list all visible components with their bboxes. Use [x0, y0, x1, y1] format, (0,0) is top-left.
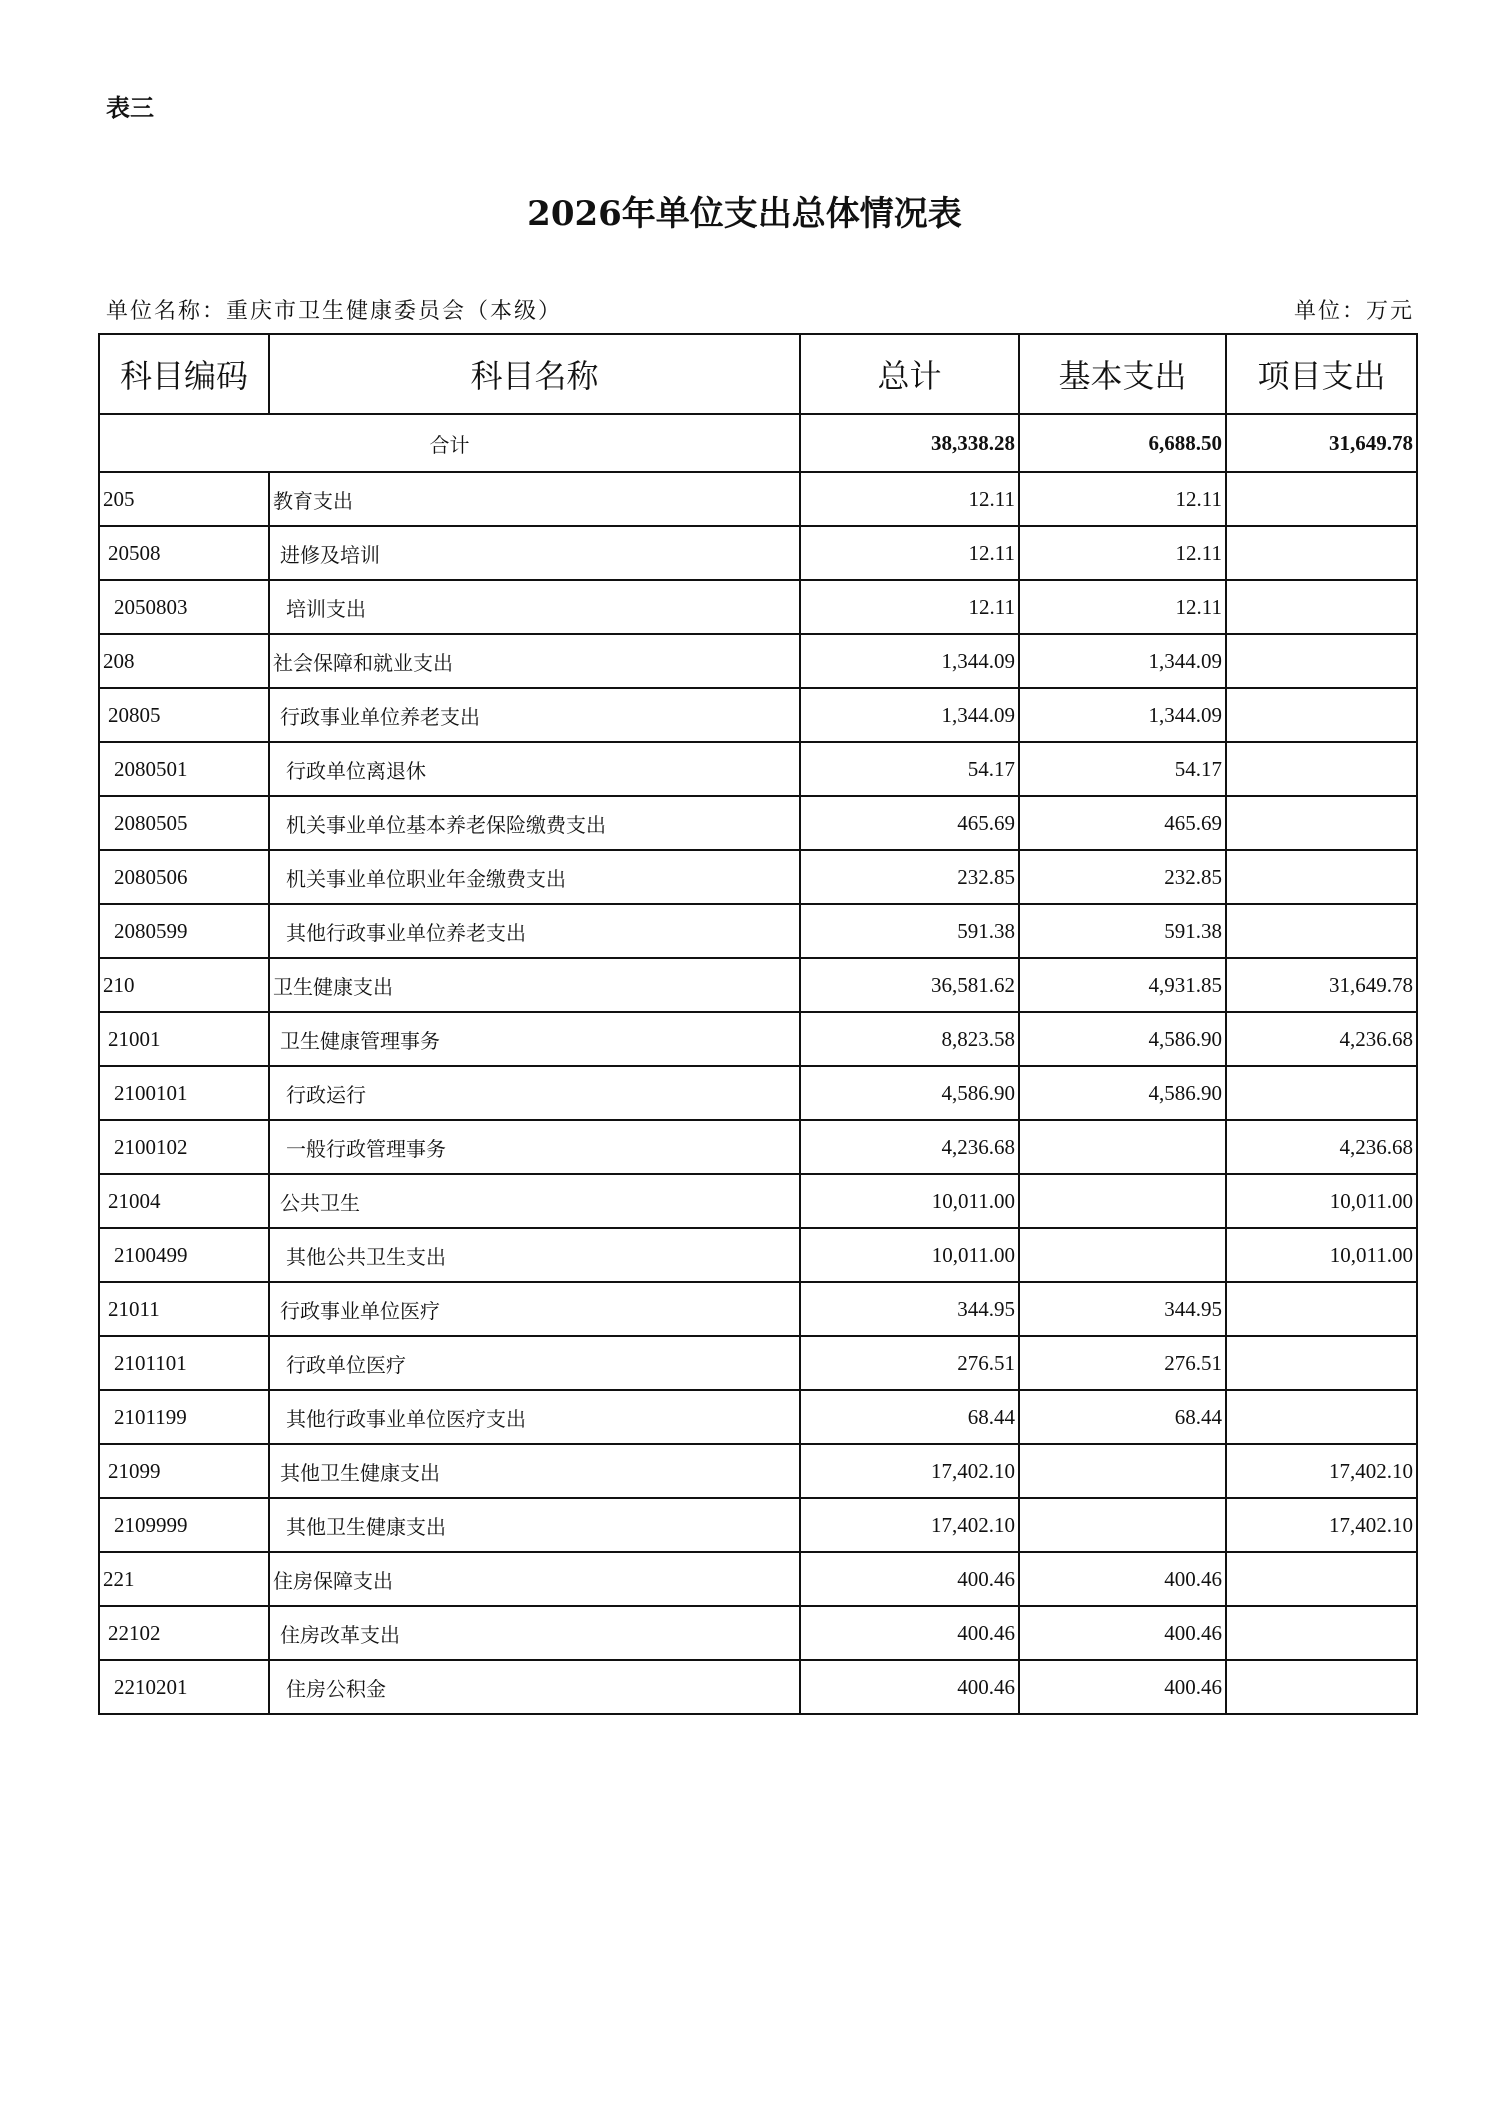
row-code: 208: [99, 634, 269, 688]
row-name: 其他行政事业单位医疗支出: [269, 1390, 800, 1444]
table-row: [99, 850, 1417, 904]
row-basic: 12.11: [1019, 580, 1226, 634]
row-project: [1226, 1606, 1417, 1660]
row-code: 20508: [99, 526, 269, 580]
row-basic: 591.38: [1019, 904, 1226, 958]
row-code: 205: [99, 472, 269, 526]
row-name: 教育支出: [269, 472, 800, 526]
table-row: [99, 958, 1417, 1012]
row-basic: [1019, 1120, 1226, 1174]
row-name: 培训支出: [269, 580, 800, 634]
row-project: [1226, 850, 1417, 904]
row-name: 卫生健康管理事务: [269, 1012, 800, 1066]
row-project: 4,236.68: [1226, 1012, 1417, 1066]
total-row: [99, 414, 1417, 472]
row-total: 400.46: [800, 1606, 1019, 1660]
row-name: 机关事业单位职业年金缴费支出: [269, 850, 800, 904]
row-code: 2109999: [99, 1498, 269, 1552]
row-basic: 1,344.09: [1019, 634, 1226, 688]
row-total: 4,236.68: [800, 1120, 1019, 1174]
table-row: [99, 1498, 1417, 1552]
table-row: [99, 1552, 1417, 1606]
row-project: [1226, 688, 1417, 742]
row-code: 2100499: [99, 1228, 269, 1282]
row-total: 232.85: [800, 850, 1019, 904]
row-basic: 400.46: [1019, 1552, 1226, 1606]
row-total: 465.69: [800, 796, 1019, 850]
table-row: [99, 1120, 1417, 1174]
row-basic: 276.51: [1019, 1336, 1226, 1390]
row-basic: 12.11: [1019, 472, 1226, 526]
total-project: 31,649.78: [1226, 414, 1417, 472]
table-row: [99, 1066, 1417, 1120]
table-row: [99, 1660, 1417, 1714]
table-row: [99, 904, 1417, 958]
row-total: 68.44: [800, 1390, 1019, 1444]
row-total: 10,011.00: [800, 1174, 1019, 1228]
row-total: 54.17: [800, 742, 1019, 796]
row-code: 2080506: [99, 850, 269, 904]
row-code: 2050803: [99, 580, 269, 634]
table-row: [99, 1336, 1417, 1390]
row-total: 12.11: [800, 580, 1019, 634]
row-project: 17,402.10: [1226, 1444, 1417, 1498]
row-basic: 4,586.90: [1019, 1012, 1226, 1066]
expenditure-table: [98, 333, 1418, 1715]
row-total: 276.51: [800, 1336, 1019, 1390]
row-name: 行政单位离退休: [269, 742, 800, 796]
row-total: 591.38: [800, 904, 1019, 958]
row-project: [1226, 1282, 1417, 1336]
table-row: [99, 742, 1417, 796]
row-project: [1226, 1552, 1417, 1606]
row-project: [1226, 1066, 1417, 1120]
row-code: 2080501: [99, 742, 269, 796]
row-project: [1226, 526, 1417, 580]
row-code: 2101199: [99, 1390, 269, 1444]
row-code: 20805: [99, 688, 269, 742]
row-name: 其他卫生健康支出: [269, 1498, 800, 1552]
row-name: 卫生健康支出: [269, 958, 800, 1012]
row-name: 行政单位医疗: [269, 1336, 800, 1390]
row-code: 2101101: [99, 1336, 269, 1390]
row-total: 17,402.10: [800, 1498, 1019, 1552]
table-number-label: 表三: [106, 94, 154, 122]
table-row: [99, 796, 1417, 850]
table-row: [99, 1174, 1417, 1228]
row-basic: 344.95: [1019, 1282, 1226, 1336]
row-total: 1,344.09: [800, 688, 1019, 742]
row-total: 344.95: [800, 1282, 1019, 1336]
table-row: [99, 1012, 1417, 1066]
header-project: 项目支出: [1226, 334, 1417, 414]
row-project: [1226, 580, 1417, 634]
table-row: [99, 1390, 1417, 1444]
row-total: 12.11: [800, 526, 1019, 580]
row-basic: 4,586.90: [1019, 1066, 1226, 1120]
row-total: 400.46: [800, 1552, 1019, 1606]
table-row: [99, 1606, 1417, 1660]
row-name: 机关事业单位基本养老保险缴费支出: [269, 796, 800, 850]
total-basic: 6,688.50: [1019, 414, 1226, 472]
row-name: 其他公共卫生支出: [269, 1228, 800, 1282]
header-code: 科目编码: [99, 334, 269, 414]
table-row: [99, 1228, 1417, 1282]
table-row: [99, 1282, 1417, 1336]
row-name: 一般行政管理事务: [269, 1120, 800, 1174]
row-project: [1226, 472, 1417, 526]
row-basic: 12.11: [1019, 526, 1226, 580]
row-name: 其他卫生健康支出: [269, 1444, 800, 1498]
row-name: 行政事业单位医疗: [269, 1282, 800, 1336]
table-row: [99, 580, 1417, 634]
row-project: [1226, 1336, 1417, 1390]
row-project: [1226, 1390, 1417, 1444]
row-project: [1226, 904, 1417, 958]
row-name: 行政运行: [269, 1066, 800, 1120]
row-project: 31,649.78: [1226, 958, 1417, 1012]
row-total: 400.46: [800, 1660, 1019, 1714]
page-title: 2026年单位支出总体情况表: [527, 194, 962, 234]
row-total: 17,402.10: [800, 1444, 1019, 1498]
table-row: [99, 526, 1417, 580]
row-basic: 54.17: [1019, 742, 1226, 796]
row-total: 4,586.90: [800, 1066, 1019, 1120]
row-basic: [1019, 1444, 1226, 1498]
header-total: 总计: [800, 334, 1019, 414]
row-basic: 465.69: [1019, 796, 1226, 850]
row-code: 221: [99, 1552, 269, 1606]
row-project: [1226, 634, 1417, 688]
header-row: [99, 334, 1417, 414]
row-code: 22102: [99, 1606, 269, 1660]
row-basic: 68.44: [1019, 1390, 1226, 1444]
row-name: 住房保障支出: [269, 1552, 800, 1606]
row-project: 10,011.00: [1226, 1228, 1417, 1282]
row-name: 进修及培训: [269, 526, 800, 580]
row-name: 其他行政事业单位养老支出: [269, 904, 800, 958]
row-project: 4,236.68: [1226, 1120, 1417, 1174]
row-name: 行政事业单位养老支出: [269, 688, 800, 742]
total-sum: 38,338.28: [800, 414, 1019, 472]
table-row: [99, 1444, 1417, 1498]
row-code: 2100102: [99, 1120, 269, 1174]
header-basic: 基本支出: [1019, 334, 1226, 414]
row-total: 1,344.09: [800, 634, 1019, 688]
row-name: 住房公积金: [269, 1660, 800, 1714]
row-total: 12.11: [800, 472, 1019, 526]
row-code: 210: [99, 958, 269, 1012]
header-name: 科目名称: [269, 334, 800, 414]
row-basic: 400.46: [1019, 1606, 1226, 1660]
row-basic: 232.85: [1019, 850, 1226, 904]
row-project: 10,011.00: [1226, 1174, 1417, 1228]
row-basic: 4,931.85: [1019, 958, 1226, 1012]
unit-name: 单位名称：重庆市卫生健康委员会（本级）: [106, 299, 563, 324]
row-basic: [1019, 1228, 1226, 1282]
row-total: 8,823.58: [800, 1012, 1019, 1066]
total-label: 合计: [99, 414, 800, 472]
row-project: 17,402.10: [1226, 1498, 1417, 1552]
row-code: 21001: [99, 1012, 269, 1066]
row-code: 2080505: [99, 796, 269, 850]
row-project: [1226, 1660, 1417, 1714]
row-basic: 400.46: [1019, 1660, 1226, 1714]
row-code: 2210201: [99, 1660, 269, 1714]
row-name: 公共卫生: [269, 1174, 800, 1228]
row-name: 社会保障和就业支出: [269, 634, 800, 688]
row-code: 21011: [99, 1282, 269, 1336]
row-code: 2080599: [99, 904, 269, 958]
row-code: 21099: [99, 1444, 269, 1498]
row-project: [1226, 796, 1417, 850]
row-code: 2100101: [99, 1066, 269, 1120]
row-code: 21004: [99, 1174, 269, 1228]
row-project: [1226, 742, 1417, 796]
row-name: 住房改革支出: [269, 1606, 800, 1660]
row-basic: [1019, 1174, 1226, 1228]
table-row: [99, 634, 1417, 688]
row-basic: [1019, 1498, 1226, 1552]
currency-unit: 单位：万元: [1293, 299, 1414, 324]
row-total: 36,581.62: [800, 958, 1019, 1012]
table-row: [99, 472, 1417, 526]
row-basic: 1,344.09: [1019, 688, 1226, 742]
row-total: 10,011.00: [800, 1228, 1019, 1282]
table-row: [99, 688, 1417, 742]
